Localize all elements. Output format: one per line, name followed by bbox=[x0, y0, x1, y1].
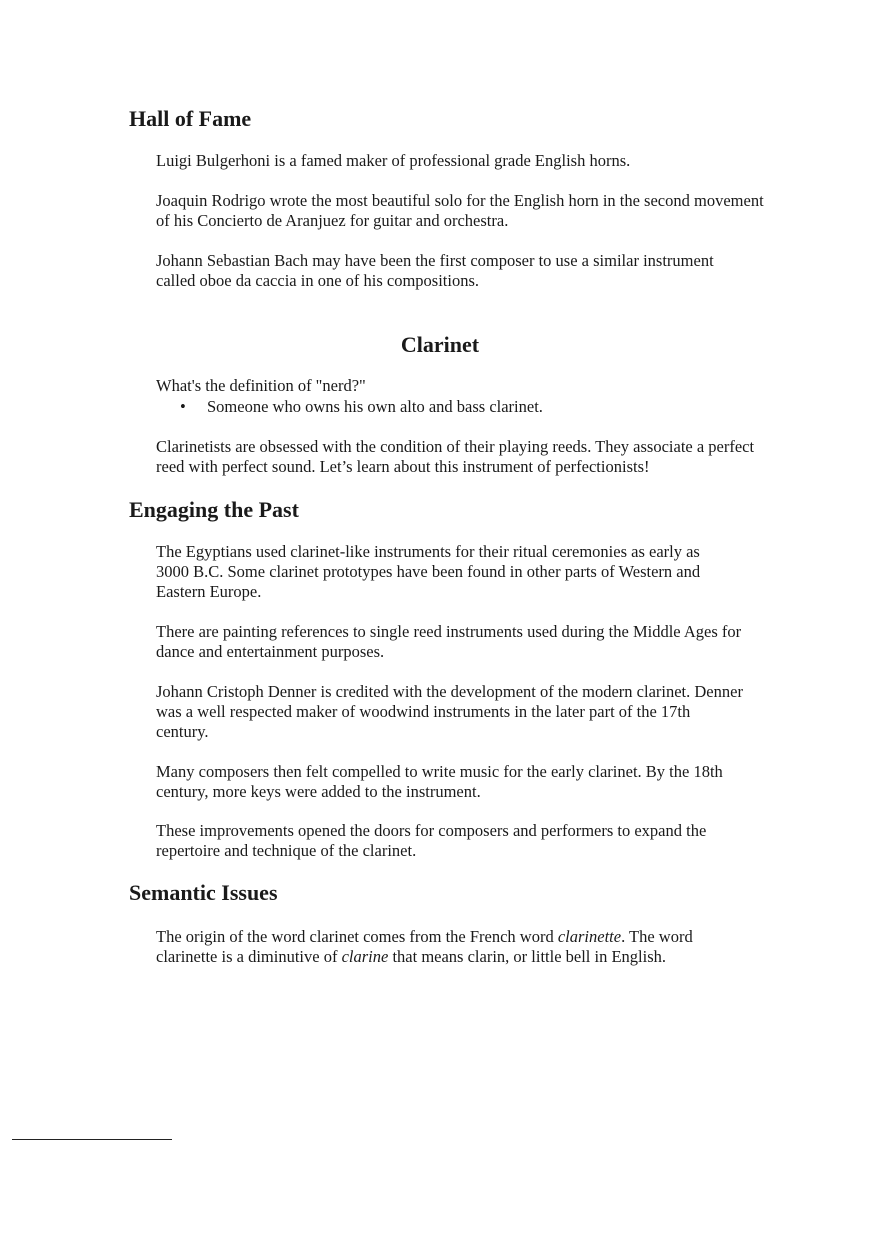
paragraph: Johann Sebastian Bach may have been the first composer to use a similar instrument called oboe da caccia in one of his compositions. bbox=[156, 251, 714, 290]
paragraph: Joaquin Rodrigo wrote the most beautiful solo for the English horn in the second movement of his Concierto de Aranjuez for guitar and orchestra. bbox=[156, 191, 764, 230]
paragraph bbox=[156, 927, 726, 967]
italic-term: clarine bbox=[341, 947, 389, 966]
paragraph: Many composers then felt compelled to write music for the early clarinet. By the 18th century, more keys were added to the instrument. bbox=[156, 762, 723, 801]
italic-term: clarinette bbox=[557, 927, 622, 946]
heading-engaging-the-past: Engaging the Past bbox=[129, 497, 299, 522]
paragraph: These improvements opened the doors for composers and performers to expand the repertoire and technique of the clarinet. bbox=[156, 821, 707, 860]
paragraph: Clarinetists are obsessed with the condition of their playing reeds. They associate a perfect reed with perfect sound. Let’s learn about this instrument of perfectionists! bbox=[156, 437, 755, 476]
paragraph: The Egyptians used clarinet-like instruments for their ritual ceremonies as early as 3000 B.C. Some clarinet prototypes have been found in other parts of Western and Eastern Europe. bbox=[156, 542, 701, 601]
heading-clarinet: Clarinet bbox=[400, 332, 480, 357]
heading-semantic-issues: Semantic Issues bbox=[129, 880, 278, 905]
paragraph: Luigi Bulgerhoni is a famed maker of professional grade English horns. bbox=[156, 151, 631, 170]
bullet-item: Someone who owns his own alto and bass clarinet. bbox=[207, 397, 543, 416]
text-run: . The word clarinette is a diminutive of bbox=[156, 927, 693, 966]
heading-hall-of-fame: Hall of Fame bbox=[129, 106, 252, 131]
paragraph: Johann Cristoph Denner is credited with the development of the modern clarinet. Denner was a well respected maker of woodwind instruments in the later part of the 17th century. bbox=[156, 682, 743, 741]
footnote-separator bbox=[12, 1139, 172, 1140]
paragraph: There are painting references to single reed instruments used during the Middle Ages for dance and entertainment purposes. bbox=[156, 622, 742, 661]
text-run: The origin of the word clarinet comes from the French word bbox=[156, 927, 558, 946]
bullet-icon: • bbox=[180, 397, 186, 416]
text-run: that means clarin, or little bell in English. bbox=[388, 947, 667, 966]
joke-question: What's the definition of "nerd?" bbox=[156, 376, 366, 395]
